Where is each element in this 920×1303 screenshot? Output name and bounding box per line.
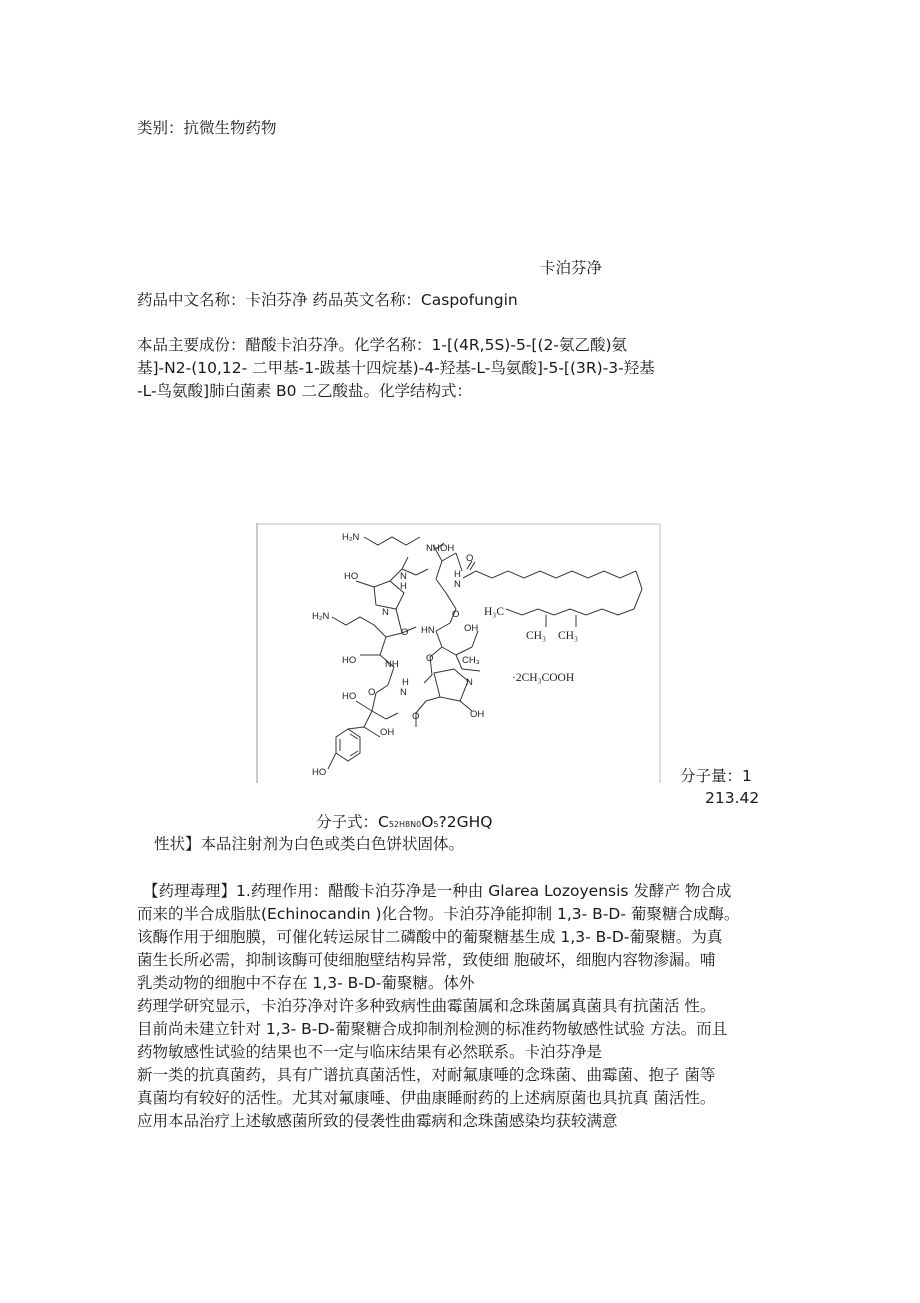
struct-ho: HO — [342, 655, 357, 666]
composition-paragraph — [137, 334, 687, 403]
struct-oh: OH — [464, 623, 479, 634]
pharmacology-line: 菌生长所必需，抑制该酶可使细胞壁结构异常，致使细 胞破坏，细胞内容物渗漏。哺 — [137, 951, 716, 969]
formula-subscript: 5 — [433, 820, 439, 829]
struct-h: H — [400, 581, 407, 592]
struct-hn: HN — [421, 625, 435, 636]
pharmacology-line: 新一类的抗真菌药，具有广谱抗真菌活性，对耐氟康唾的念珠菌、曲霉菌、抱子 菌等 — [137, 1066, 716, 1084]
struct-oh: OH — [440, 543, 455, 554]
molecular-weight-label: 分子量：1 — [680, 767, 752, 785]
chemical-structure-figure — [256, 523, 661, 783]
struct-o: O — [466, 553, 474, 564]
pharmacology-line: 药物敏感性试验的结果也不一定与临床结果有必然联系。卡泊芬净是 — [137, 1043, 603, 1061]
struct-nh: NH — [426, 543, 440, 554]
struct-nh: NH — [385, 659, 399, 670]
struct-o: O — [401, 627, 409, 638]
formula-prefix: 分子式：C — [316, 813, 389, 831]
molecular-formula — [316, 812, 492, 835]
pharmacology-line: 药理学研究显示，卡泊芬净对许多种致病性曲霉菌属和念珠菌属真菌具有抗菌活 性。 — [137, 997, 716, 1015]
struct-h: H — [402, 677, 409, 688]
struct-o: O — [452, 609, 460, 620]
pharmacology-line: 乳类动物的细胞中不存在 1,3- B-D-葡聚糖。体外 — [137, 974, 475, 992]
struct-ho: HO — [344, 571, 359, 582]
formula-mid: O — [421, 813, 434, 831]
composition-line: -L-鸟氨酸]肺白菌素 B0 二乙酸盐。化学结构式： — [137, 382, 472, 400]
drug-title: 卡泊芬净 — [540, 259, 603, 277]
struct-h: H — [454, 569, 461, 580]
struct-oh: OH — [380, 727, 395, 738]
struct-o: O — [412, 711, 420, 722]
pharmacology-line: 目前尚未建立针对 1,3- B-D-葡聚糖合成抑制剂检测的标准药物敏感性试验 方法。而且 — [137, 1020, 728, 1038]
pharmacology-line: 应用本品治疗上述敏感菌所致的侵袭性曲霉病和念珠菌感染均获较满意 — [137, 1112, 618, 1130]
formula-suffix: ?2GHQ — [438, 813, 493, 831]
struct-h3c: H₃C — [484, 606, 504, 618]
struct-ch3: CH₃ — [558, 630, 578, 642]
composition-line: 基]-N2-(10,12- 二甲基-1-跋基十四烷基)-4-羟基-L-鸟氨酸]-5-[(3R)-3-羟基 — [137, 359, 655, 377]
struct-o: O — [426, 653, 434, 664]
struct-oh: OH — [470, 709, 485, 720]
struct-n: N — [466, 677, 473, 688]
pharmacology-paragraph — [137, 880, 791, 1133]
pharmacology-line: 【药理毒理】1.药理作用：醋酸卡泊芬净是一种由 Glarea Lozoyensis 发酵产 物合成 — [143, 882, 732, 900]
pharmacology-line: 真菌均有较好的活性。尤其对氟康唾、伊曲康睡耐药的上述病原菌也具抗真 菌活性。 — [137, 1089, 716, 1107]
category-line: 类别：抗微生物药物 — [137, 119, 277, 137]
struct-ho: HO — [312, 767, 327, 778]
struct-n: N — [400, 571, 407, 582]
struct-ch3: CH₃ — [462, 655, 480, 666]
appearance-line: 性状】本品注射剂为白色或类白色饼状固体。 — [154, 835, 465, 853]
struct-n: N — [382, 607, 389, 618]
struct-h2n-left: H₂N — [312, 611, 330, 622]
drug-names-line: 药品中文名称：卡泊芬净 药品英文名称：Caspofungin — [137, 291, 518, 309]
struct-ch3: CH₃ — [526, 630, 546, 642]
struct-salt: ·2CH₃COOH — [512, 672, 575, 684]
pharmacology-line: 该酶作用于细胞膜，可催化转运尿甘二磷酸中的葡聚糖基生成 1,3- B-D-葡聚糖。为真 — [137, 928, 723, 946]
composition-line: 本品主要成份：醋酸卡泊芬净。化学名称：1-[(4R,5S)-5-[(2-氨乙酸)氨 — [137, 336, 628, 354]
struct-n: N — [454, 579, 461, 590]
formula-subscript: 52H8N0 — [388, 820, 422, 829]
struct-ho: HO — [342, 691, 357, 702]
struct-n: N — [400, 687, 407, 698]
struct-h2n-top: H₂N — [342, 532, 360, 543]
molecular-weight-value: 213.42 — [705, 789, 760, 807]
pharmacology-line: 而来的半合成脂肽(Echinocandin )化合物。卡泊芬净能抑制 1,3- B-D- 葡聚糖合成酶。 — [137, 905, 740, 923]
struct-o: O — [368, 687, 376, 698]
chemical-structure-diagram — [256, 523, 661, 783]
